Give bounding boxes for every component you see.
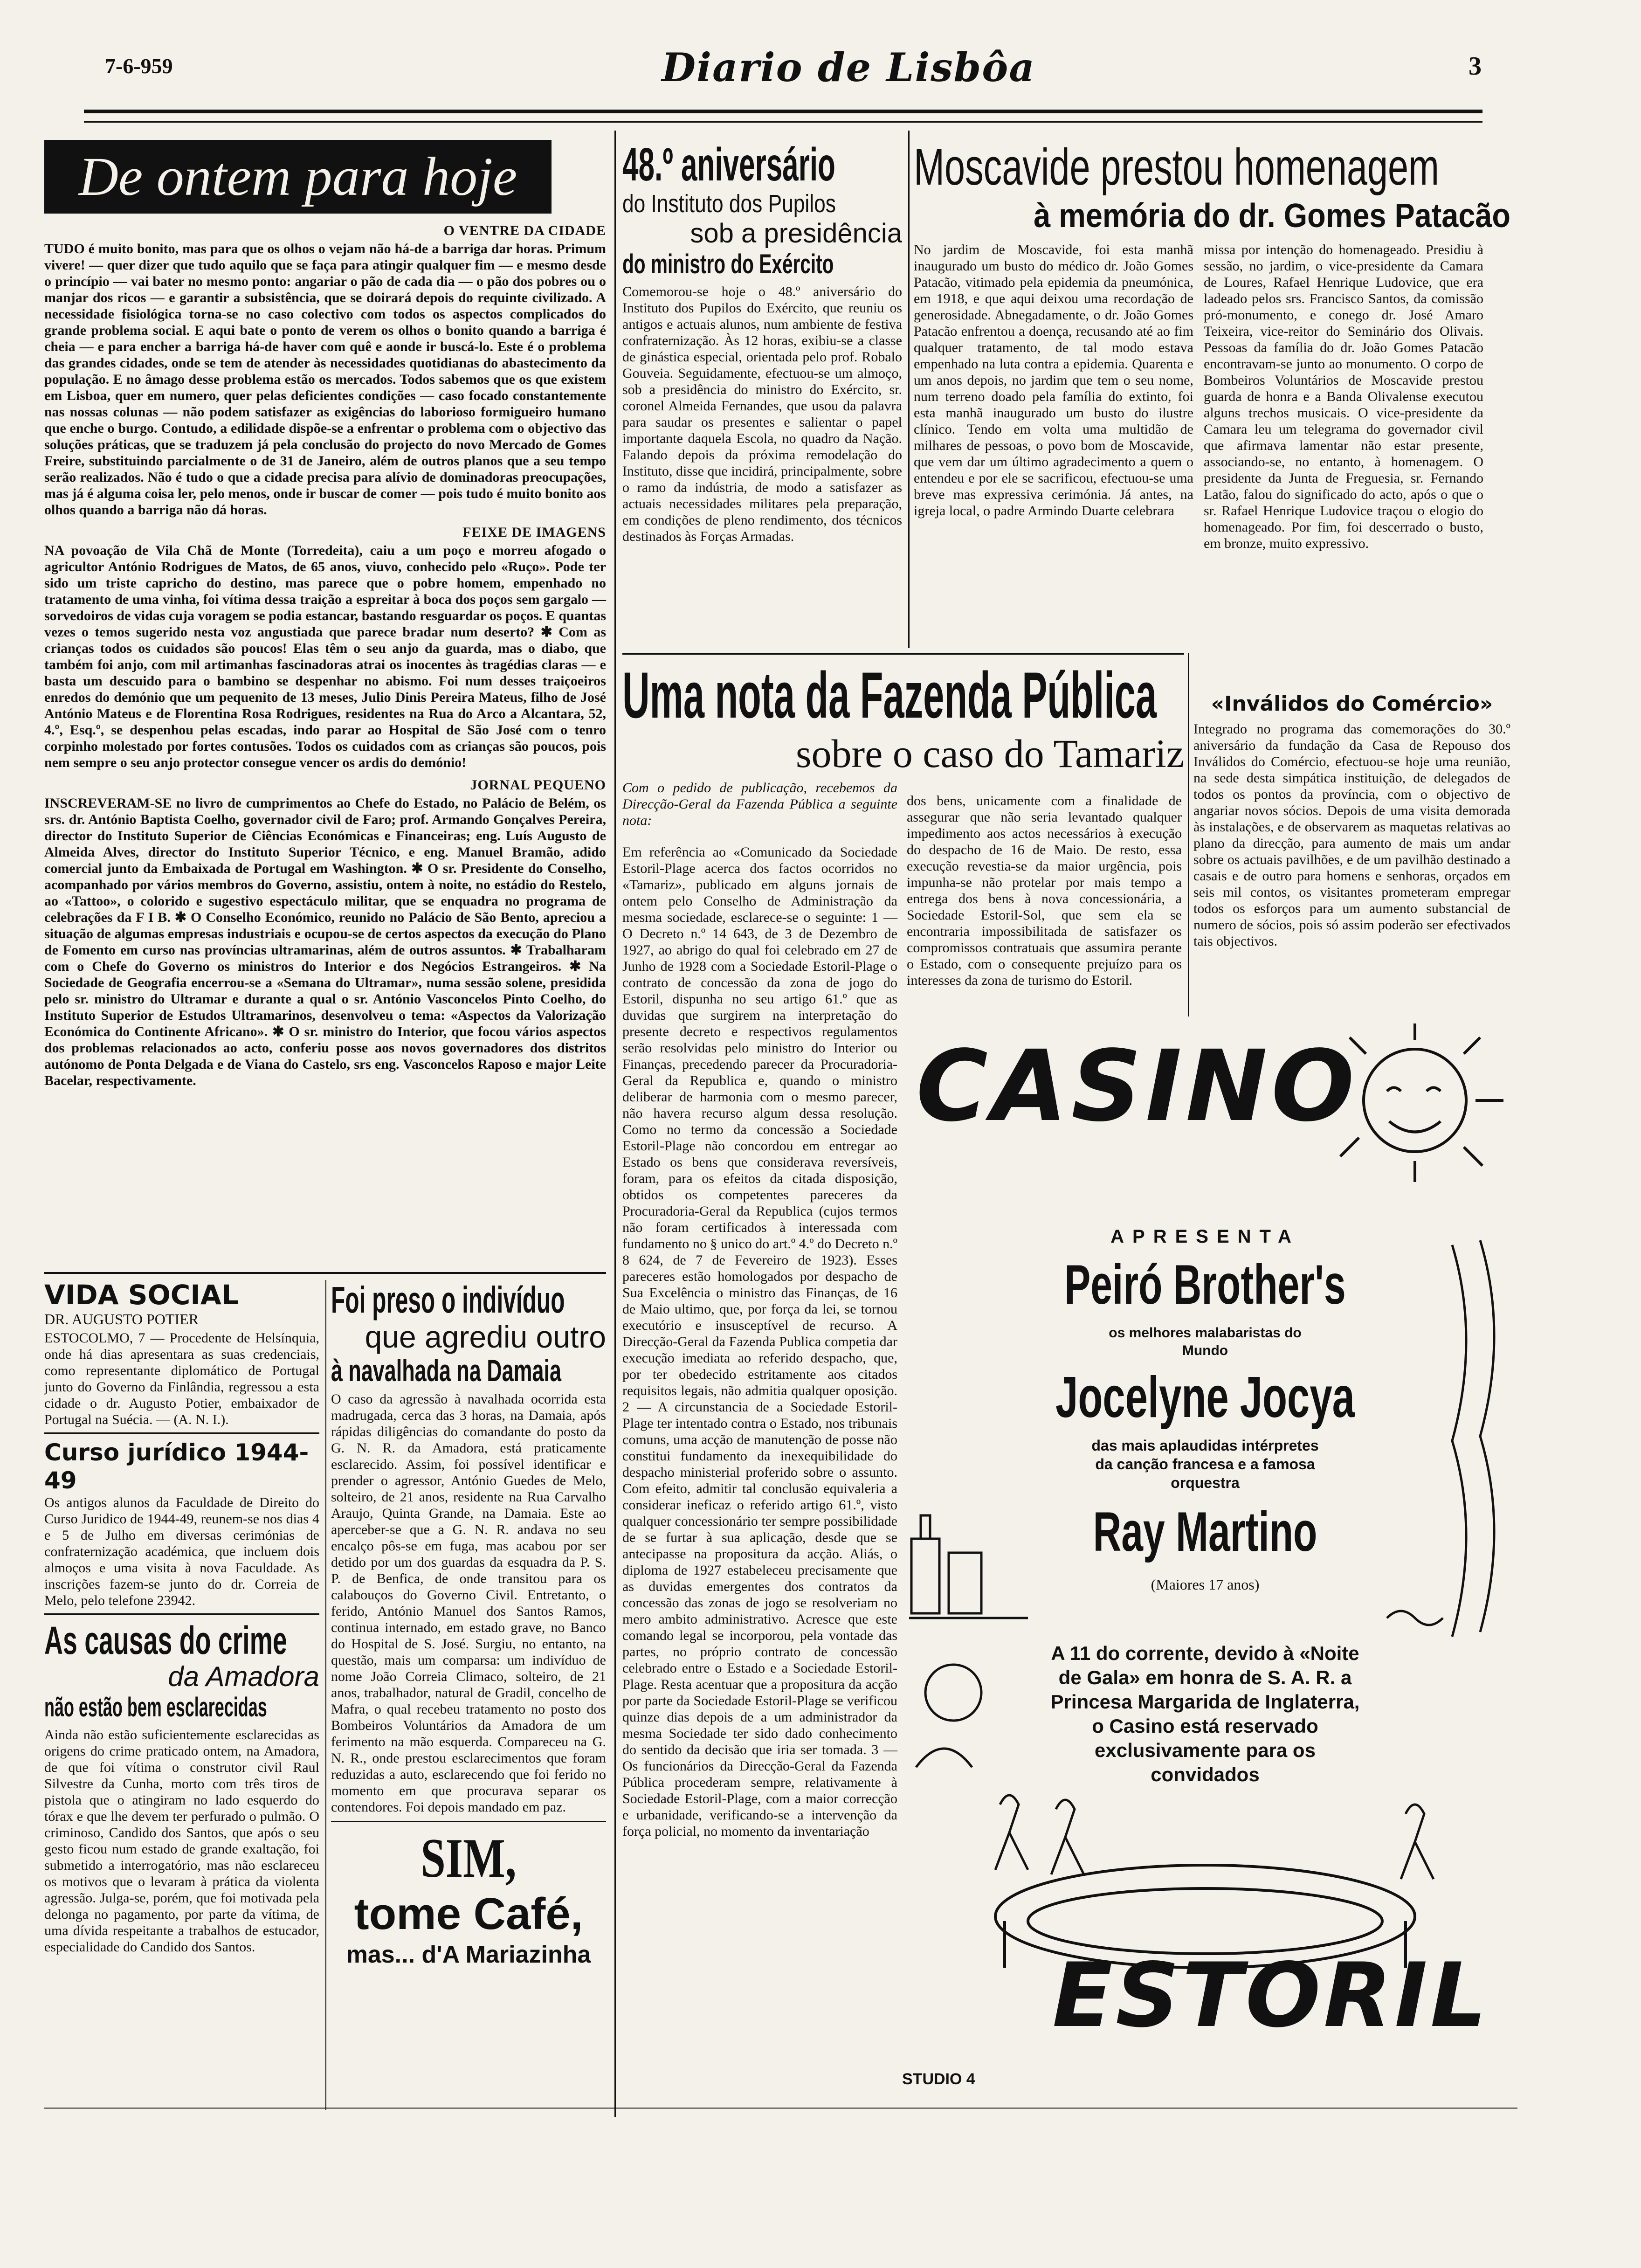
curso-text: Os antigos alunos da Faculdade de Direito do Curso Juridico de 1944-49, reunem-se nos dias 4 e 5 de Julho em diversas cerimónias de confraternização académica, que incluem dois almoços e uma visita à nova Faculdade. As inscrições fazem-se junto do dr. Correia de Melo, pelo telefone 23942.: [44, 1495, 319, 1608]
col1: [44, 140, 606, 1089]
fazenda-text-a: Em referência ao «Comunicado da Sociedade Estoril-Plage acerca dos factos ocorridos no «Tamariz», publicado em alguns jornais de ontem pelo Conselho de Administração da mesma sociedade, esclarece-se o seguinte: 1 — O Decreto n.º 14 643, de 3 de Dezembro de 1927, ao abrigo do qual foi celebrado em 27 de Junho de 1928 com a Sociedade Estoril-Plage o contrato de concessão da zona de jogo do Estoril, dispunha no seu artigo 61.º que as duvidas que surgirem na interpretação do presente decreto e respectivos regulamentos serão resolvidas pelo ministro do Interior ou Finanças, precedendo parecer da Procuradoria-Geral da Republica e, quando o ministro deliberar de harmonia com o mesmo parecer, não havera recurso algum dessa resolução. Como no termo da concessão a Sociedade Estoril-Plage não concordou em entregar ao Estado os bens que considerava reversíveis, foram, para os efeitos da citada disposição, obtidos os competentes pareceres da Procuradoria-Geral da Republica (cujos termos não foram certificados à interessada com fundamento no § unico do art.º 4.º do Decreto n.º 8 624, de 7 de Fevereiro de 1923). Esses pareceres estão homologados por despacho de Sua Excelência o ministro das Finanças, de 16 de Maio ultimo, que, por força da lei, se tornou executório e insusceptível de recurso. A Direcção-Geral da Fazenda Publica competia dar execução imediata ao referido despacho, que, por ter obedecido estritamente aos citados requisitos legais, não admitia qualquer oposição. 2 — A circunstancia de a Sociedade Estoril-Plage ter intentado contra o Estado, nos tribunais comuns, uma acção de manutenção de posse não constitui fundamento da inexequibilidade do despacho ministerial proferido sobre o assunto. Com efeito, admitir tal conclusão equivaleria a considerar ineficaz o referido artigo 61.º, visto qualquer concessionário ter sempre possibilidade de se furtar à sua aplicação, desde que se antecipasse na propositura da acção. Aliás, o diploma de 1927 estabeleceu precisamente que as duvidas emergentes dos contratos da concessão das zonas de jogo se resolveriam no mero ambito administrativo. Acresce que este comando legal se incorporou, pela vontade das partes, no próprio contrato de concessão celebrado entre o Estado e a Sociedade Estoril-Plage. Resta acentuar que a propositura da acção por parte da Sociedade Estoril-Plage se verificou quinze dias depois de a um administrador da mesma Sociedade ter sido dado conhecimento do sentido da decisão que iria ser tomada. 3 — Os funcionários da Direcção-Geral da Fazenda Pública procederam sempre, relativamente à Sociedade Estoril-Plage, com a maior correcção e urbanidade, verificando-se a intervenção da força policial, no momento da inventariação: [622, 844, 897, 1839]
col1-header: De ontem para hoje: [78, 146, 517, 207]
fazenda-col-b: [907, 793, 1182, 989]
casino-logo-bottom: ESTORIL: [1052, 1944, 1489, 2047]
causas-text: Ainda não estão suficientemente esclarecidas as origens do crime praticado ontem, na Amadora, de que foi vítima o construtor civil Raul Silvestre da Cunha, morto com três tiros de pistola que o atingiram no lado esquerdo do tórax e que lhe devem ter perfurado o pulmão. O criminoso, Candido dos Santos, que após o seu gesto ficou num estado de grande exaltação, foi submetido a interrogatório, mas não esclareceu os motivos que o levaram à prática da violenta agressão. Julga-se, porém, que foi motivada pela delonga no pagamento, por parte da vítima, de uma dívida respeitante a trabalhos de estucador, especialidade do Candido dos Santos.: [44, 1727, 319, 1955]
casino-notice: A 11 do corrente, devido à «Noite de Gala» em honra de S. A. R. a Princesa Margarida de Inglaterra, o Casino está reservado exclusivamente para os convidados: [1050, 1642, 1360, 1785]
casino-apresenta: APRESENTA: [1110, 1226, 1300, 1247]
studio-credit: STUDIO 4: [902, 2070, 975, 2088]
sim-ad: [331, 1828, 606, 1970]
casino-act2: Jocelyne Jocya: [1055, 1365, 1355, 1430]
vida-social-text: ESTOCOLMO, 7 — Procedente de Helsínquia, onde há dias apresentara as suas credenciais, como representante diplomático de Portugal junto do Governo da Finlândia, regressou a esta cidade o dr. Augusto Potier, embaixador de Portugal na Suécia. — (A. N. I.).: [44, 1330, 319, 1427]
invalidos-title: «Inválidos do Comércio»: [1211, 692, 1493, 716]
aniversario-title3: sob a presidência: [690, 218, 902, 249]
casino-ad: [902, 1021, 1508, 2108]
causas-title1: As causas do crime: [44, 1618, 287, 1662]
vida-social-subtitle: DR. AUGUSTO POTIER: [44, 1311, 199, 1328]
curso-title: Curso jurídico 1944-49: [44, 1439, 309, 1494]
section-title-ventre: O VENTRE DA CIDADE: [443, 223, 606, 238]
newspaper-title: Diario de Lisbôa: [662, 44, 1035, 90]
aniversario-title2: do Instituto dos Pupilos: [622, 190, 836, 218]
casino-age: (Maiores 17 anos): [1151, 1576, 1260, 1593]
fazenda-title2: sobre o caso do Tamariz: [796, 731, 1184, 776]
preso-rule: [331, 1821, 606, 1822]
casino-act2-desc: das mais aplaudidas intérpretes da canção francesa e a famosa orquestra: [1091, 1437, 1319, 1491]
masthead-rule-bottom: [84, 121, 1482, 123]
preso-title1: Foi preso o indivíduo: [331, 1279, 565, 1321]
fazenda-title1: Uma nota da Fazenda Pública: [622, 658, 1157, 732]
fazenda-intro: Com o pedido de publicação, recebemos da Direcção-Geral da Fazenda Pública a seguinte nota:: [622, 780, 897, 828]
moscavide-article: [914, 140, 1510, 552]
section-text-feixe: NA povoação de Vila Chã de Monte (Torredeita), caiu a um poço e morreu afogado o agricultor António Rodrigues de Matos, de 65 anos, viuvo, conhecido pelo «Ruço». Pode ter sido um triste capricho do destino, mas parece que o pobre homem, empenhado no tratamento de uma vinha, foi vítima dessa traição a espreitar à boca dos poços sem gargalo — sorvedoiros de vidas cuja voragem se podia estancar, bastando resguardar os poços. E quantas vezes o temos sugerido nesta voz angustiada que parece bradar num deserto? ✱ Com as crianças todos os cuidados são poucos! Elas têm o seu anjo da guarda, mas o diabo, que também foi anjo, com mil artimanhas fascinadoras atrai os inocentes às tragédias claras — e basta um descuido para o bambino se despenhar no abismo. Foi num desses traiçoeiros enredos do demónio que um pequenito de 13 meses, Julio Dinis Pereira Mateus, filho de José António Mateus e de Florentina Rosa Rodrigues, residentes na Rua do Arco a Alcantara, 52, 4.º, Esq.º, se despenhou pelas escadas, indo parar ao Hospital de São José com o tenro corpinho molestado por fortes contusões. Todos os cuidados com as crianças são poucos, pois nem sempre o seu anjo protector consegue vencer os ardis do demónio!: [44, 543, 606, 770]
moscavide-title2: à memória do dr. Gomes Patacão: [1034, 197, 1510, 235]
page-bottom-rule: [44, 2108, 1517, 2109]
page-number: 3: [1469, 52, 1482, 81]
casino-act1-desc: os melhores malabaristas do Mundo: [1109, 1325, 1302, 1358]
col1-header-box: [44, 140, 552, 214]
invalidos-text: Integrado no programa das comemorações do 30.º aniversário da fundação da Casa de Repouso dos Inválidos do Comércio, efectuou-se hoje uma reunião, na sede desta simpática instituição, de delegados de todos os pontos da província, com o objectivo de angariar novos sócios. Depois de uma visita demorada às instalações, e de observarem as maquetas relativas ao plano da direcção, para aumento de mais um andar sobre os actuais pavilhões, e de um pavilhão destinado a casais e de outro para homens e senhoras, orçados em seis mil contos, os visitantes prometeram empregar todos os esforços para um aumento substancial de numero de sócios, pois só assim poderão ser efectivados tais objectivos.: [1193, 721, 1510, 949]
sim-line3: mas... d'A Mariazinha: [346, 1941, 591, 1968]
causas-title2: da Amadora: [168, 1661, 319, 1692]
section-text-ventre: TUDO é muito bonito, mas para que os olhos o vejam não há-de a barriga dar horas. Primum vivere! — quer dizer que tudo aquilo que se faça para atingir qualquer fim — e mesmo desde o princípio — vai bater no mesmo ponto: angariar o pão de cada dia — o pão dos pobres ou o manjar dos ricos — e garantir a subsistência, que se doirará depois do requinte civilizado. A necessidade fisiológica torna-se no caso colectivo com todos os aspectos complicados do grande problema social. E aqui bate o ponto de verem os olhos o bonito quando a barriga é cheia — e para encher a barriga há-de haver com quê e aonde ir buscá-lo. Este é o problema das grandes cidades, onde se tem de atender às necessidades quotidianas do abastecimento da população. E no âmago desse problema estão os mercados. Todos sabemos que os que existem em Lisboa, quer em numero, quer pelas deficientes condições — caso focado constantemente nas nossas colunas — não podem satisfazer as exigências do laborioso formigueiro humano que enche o burgo. Contudo, a edilidade dispõe-se a enfrentar o problema com o objectivo das soluções práticas, que se traduzem já pela conclusão do projecto do novo Mercado de Gomes Freire, substituindo parcialmente o de 31 de Janeiro, além de outros planos que a seu tempo serão realizados. Não é tudo o que a cidade precisa para alívio de dominadoras preocupações, mas já é alguma coisa ler, pelo menos, onde ir buscar de comer — pois tudo é muito bonito aos olhos quando a barriga não dá horas.: [44, 241, 606, 518]
section-title-feixe: FEIXE DE IMAGENS: [462, 525, 606, 540]
divider-fazenda-invalidos: [1188, 653, 1189, 1016]
vida-social: [44, 1280, 319, 1955]
preso-title2: que agrediu outro: [365, 1320, 606, 1354]
aniversario-article: [622, 140, 902, 545]
sim-line2: tome Café,: [354, 1889, 583, 1939]
moscavide-text-b: missa por intenção do homenageado. Presidiu à sessão, no jardim, o vice-presidente da Camara de Loures, Rafael Henrique Ludovice, que era ladeado pelos srs. Francisco Santos, da comissão pró-monumento, e conego dr. José Amaro Teixeira, vice-reitor do Seminário dos Olivais. Pessoas da família do dr. João Gomes Patacão encontravam-se junto ao monumento. O corpo de Bombeiros Voluntários de Moscavide prestou guarda de honra e a Banda Olivalense executou alguns trechos musicais. O vice-presidente da Camara leu um telegrama do governador civil que afirmava lamentar não estar presente, associando-se, no entanto, à homenagem. O presidente da Junta de Freguesia, sr. Fernando Latão, falou do significado do acto, após o que o sr. Rafael Henrique Ludovice traçou o elogio do homenageado. Por fim, foi descerrado o busto, em bronze, muito expressivo.: [1204, 242, 1483, 551]
aniversario-text: Comemorou-se hoje o 48.º aniversário do Instituto dos Pupilos do Exército, que reuniu os antigos e actuais alunos, num ambiente de festiva confraternização. Às 12 horas, exibiu-se a classe de ginástica especial, orientada pelo prof. Robalo Gouveia. Seguidamente, efectuou-se um almoço, sob a presidência do ministro do Exército, sr. coronel Almeida Fernandes, que usou da palavra para saudar os presentes e salientar o papel importante daquela Escola, no quadro da Nação. Falando depois da próxima remodelação do Instituto, disse que incidirá, principalmente, sobre o ramo da indústria, de modo a satisfazer as actuais necessidades militares pela preparação, em condições de pleno rendimento, dos técnicos destinados às Forças Armadas.: [622, 284, 902, 544]
causas-title3: não estão bem esclarecidas: [44, 1692, 267, 1722]
preso-title3: à navalhada na Damaia: [331, 1353, 561, 1388]
col1-divider-vertical: [325, 1280, 326, 2110]
masthead: [0, 0, 1641, 140]
col1-bottom-rule: [44, 1272, 606, 1274]
section-text-jornal: INSCREVERAM-SE no livro de cumprimentos ao Chefe do Estado, no Palácio de Belém, os srs. dr. António Baptista Coelho, governador civil de Faro; prof. Armando Gonçalves Pereira, director do Instituto Superior de Ciências Económicas e Financeiras; eng. Luís Augusto de Almeida Alves, director do Instituto Superior Técnico, e eng. Manuel Bramão, adido comercial junto da Embaixada de Portugal em Washington. ✱ O sr. Presidente do Conselho, acompanhado por vários membros do Governo, assistiu, ontem à noite, no estádio do Restelo, ao «Tattoo», o colorido e sugestivo espectáculo militar, que se enquadra no programa de celebrações da F I B. ✱ O Conselho Económico, reunido no Palácio de São Bento, apreciou a situação de algumas empresas industriais e ocupou-se de certos aspectos da execução do Plano de Fomento em curso nas províncias ultramarinas, além de outros assuntos. ✱ Trabalharam com o Chefe do Governo os ministros do Interior e dos Negócios Estrangeiros. ✱ Na Sociedade de Geografia encerrou-se a «Semana do Ultramar», numa sessão solene, presidida pelo sr. ministro do Ultramar e durante a qual o sr. António Vasconcelos Pinto Coelho, do Instituto Superior de Estudos Ultramarinos, desenvolveu o tema: «Aspectos da Valorização Económica do Continente Africano». ✱ O sr. ministro do Interior, que focou vários aspectos dos problemas relacionados ao acto, conferiu posse aos novos governadores dos distritos autónomo de Ponta Delgada e de Viana do Castelo, srs eng. Vasconcelos Raposo e major Leite Bacelar, respectivamente.: [44, 795, 606, 1088]
sim-line1: SIM,: [421, 1827, 517, 1889]
preso-article: [331, 1280, 606, 1970]
masthead-rule-top: [84, 110, 1482, 113]
section-title-jornal: JORNAL PEQUENO: [470, 777, 606, 793]
casino-logo-top: CASINO: [916, 1029, 1358, 1143]
preso-text: O caso da agressão à navalhada ocorrida esta madrugada, cerca das 3 horas, na Damaia, após rápidas diligências do comandante do posto da G. N. R. da Amadora, está praticamente esclarecido. Assim, foi possível identificar e prender o agressor, António Guedes de Melo, solteiro, de 21 anos, residente na Rua Carvalho Araujo, Quinta Grande, na Damaia. Este ao aperceber-se que a G. N. R. andava no seu encalço pôs-se em fuga, mas acabou por ser detido por um dos guardas da esquadra da P. S. P. de Benfica, de onde transitou para os calabouços do Governo Civil. Entretanto, o ferido, António Manuel dos Santos Ramos, continua internado, em estado grave, no Banco do Hospital de S. José. Surgiu, no entanto, na questão, mais um comparsa: um indivíduo de nome João Correia Climaco, solteiro, de 21 anos, trabalhador, natural de Gradil, concelho de Mafra, o qual recebeu tratamento no posto dos Bombeiros Voluntários da Amadora de um ferimento na mão esquerda. Compareceu na G. N. R., onde prestou esclarecimentos que foram reduzidas a auto, esclarecendo que foi ferido no momento em que procurava separar os contendores. Foi depois mandado em paz.: [331, 1391, 606, 1815]
vida-social-rule: [44, 1432, 319, 1434]
invalidos-article: [1193, 690, 1510, 949]
moscavide-text-a: No jardim de Moscavide, foi esta manhã inaugurado um busto do médico dr. João Gomes Patacão, vitimado pela epidemia da pneumónica, em 1918, e que aqui deixou uma recordação de generosidade. Abnegadamente, o dr. João Gomes Patacão enfrentou a doença, recusando até ao fim qualquer tratamento, de tal modo estava empenhado na luta contra a epidemia. Quarenta e um anos depois, no jardim que tem o seu nome, num terreno doado pela família do extinto, foi esta manhã inaugurado um busto do ilustre clínico. Tendo em volta uma multidão de milhares de pessoas, o povo bom de Moscavide, que vem dar um último agradecimento a quem o entendeu e por ele se sacrificou, efectuou-se uma breve mas expressiva cerimónia. Já antes, na igreja local, o padre Armindo Duarte celebrara: [914, 242, 1193, 519]
divider-aniv-mosc: [908, 131, 910, 648]
casino-act3: Ray Martino: [1093, 1500, 1317, 1563]
divider-col1-col2: [614, 131, 616, 2117]
fazenda-col-a: [622, 844, 897, 1839]
casino-act1: Peiró Brother's: [1064, 1253, 1346, 1316]
moscavide-title1: Moscavide prestou homenagem: [914, 138, 1440, 196]
vida-social-title: VIDA SOCIAL: [44, 1279, 239, 1311]
aniversario-title1: 48.º aniversário: [622, 138, 835, 191]
fazenda-top-rule: [622, 653, 1184, 655]
issue-date: 7-6-959: [105, 54, 173, 78]
curso-rule: [44, 1613, 319, 1615]
aniversario-title4: do ministro do Exército: [622, 249, 834, 279]
fazenda-text-b: dos bens, unicamente com a finalidade de assegurar que não seria levantado qualquer impedimento aos actos necessários à execução do despacho de 16 de Maio. De resto, essa execução revestia-se da maior urgência, pois impunha-se não protelar por mais tempo a entrega dos bens à nova concessionária, a Sociedade Estoril-Sol, que sem ela se encontraria impossibilitada de satisfazer os compromissos contratuais que assumira perante o Estado, com o consequente prejuízo para os interesses da zona de turismo do Estoril.: [907, 793, 1182, 988]
